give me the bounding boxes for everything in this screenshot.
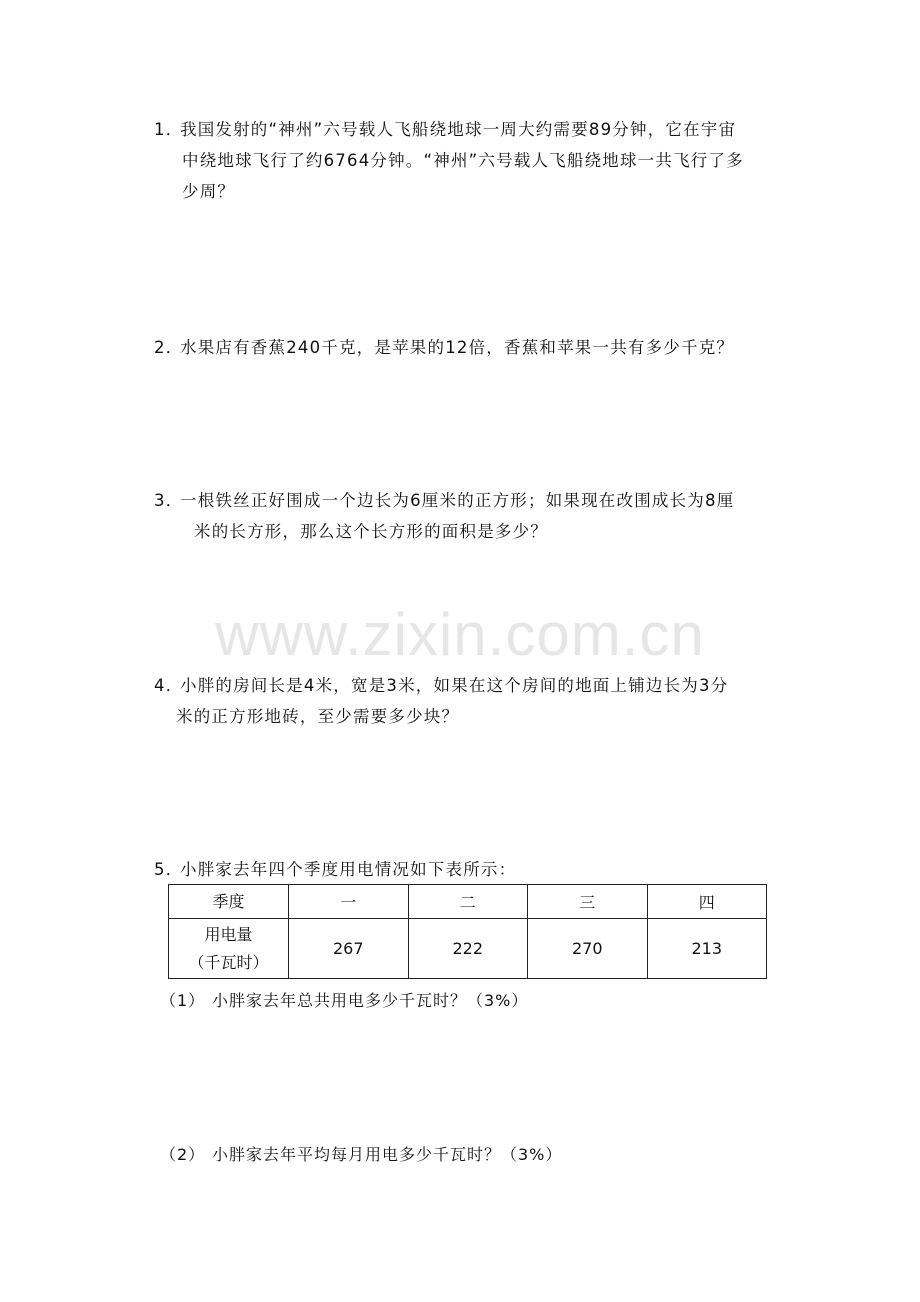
question-number: 3．: [154, 491, 184, 510]
question-1-line-3: 少周？: [182, 182, 236, 201]
subquestion-label: （1）: [160, 991, 206, 1010]
question-2-line-1: [154, 332, 784, 363]
table-cell: 267: [289, 919, 409, 979]
table-row: [169, 919, 767, 979]
question-1: [154, 114, 784, 207]
question-3: [154, 485, 784, 547]
table-header-row: [169, 885, 767, 919]
table-row-label: [169, 919, 289, 979]
table-header-cell: 四: [647, 885, 767, 919]
electricity-usage-table: [168, 884, 767, 979]
question-number: 1．: [154, 120, 184, 139]
question-text: 我国发射的“神州”六号载人飞船绕地球一周大约需要89分钟，它在宇宙: [180, 120, 737, 139]
question-1-line-2: 中绕地球飞行了约6764分钟。“神州”六号载人飞船绕地球一共飞行了多: [182, 151, 744, 170]
question-2: [154, 332, 784, 363]
table-header-cell: 季度: [169, 885, 289, 919]
question-4-line-2: 米的正方形地砖，至少需要多少块？: [176, 707, 460, 726]
subquestion-1: [160, 988, 528, 1011]
question-number: 4．: [154, 676, 184, 695]
question-number: 5．: [154, 860, 184, 879]
subquestion-2: [160, 1142, 562, 1165]
question-1-line-1: [154, 114, 784, 145]
question-text: 小胖家去年四个季度用电情况如下表所示：: [180, 860, 517, 879]
table-cell: 270: [528, 919, 648, 979]
question-text: 小胖的房间长是4米，宽是3米，如果在这个房间的地面上铺边长为3分: [180, 676, 729, 695]
table-cell: 222: [408, 919, 528, 979]
question-3-line-2: 米的长方形，那么这个长方形的面积是多少？: [194, 522, 548, 541]
subquestion-label: （2）: [160, 1145, 206, 1164]
question-number: 2．: [154, 338, 184, 357]
table-header-cell: 二: [408, 885, 528, 919]
table-cell: 213: [647, 919, 767, 979]
row-label-line-1: 用电量: [204, 924, 253, 944]
subquestion-text: 小胖家去年总共用电多少千瓦时？（3%）: [212, 991, 529, 1010]
table-header-cell: 一: [289, 885, 409, 919]
question-text: 水果店有香蕉240千克，是苹果的12倍，香蕉和苹果一共有多少千克？: [180, 338, 735, 357]
table-header-cell: 三: [528, 885, 648, 919]
question-4: [154, 670, 784, 732]
watermark: www.zixin.com.cn: [215, 601, 705, 668]
subquestion-text: 小胖家去年平均每月用电多少千瓦时？（3%）: [212, 1145, 563, 1164]
question-4-line-1: [154, 670, 784, 701]
question-text: 一根铁丝正好围成一个边长为6厘米的正方形；如果现在改围成长为8厘: [180, 491, 735, 510]
question-5: [154, 856, 784, 884]
row-label-line-2: （千瓦时）: [188, 952, 269, 972]
question-3-line-1: [154, 485, 784, 516]
question-5-line-1: [154, 856, 784, 884]
